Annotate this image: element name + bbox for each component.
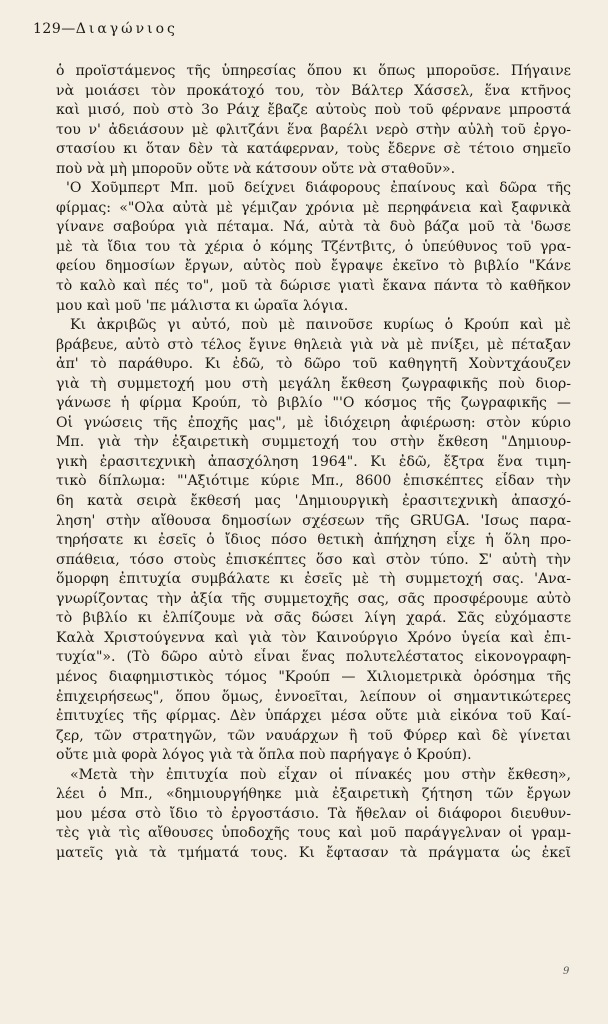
page-number: 129: [33, 21, 62, 37]
text-line: γικὴ ἐρασιτεχνικὴ ἀπασχόληση 1964". Κι ἐδῶ, ἔξτρα ἕνα τιμη-: [56, 453, 571, 470]
text-line: τηρήσατε κι ἐσεῖς ὁ ἴδιος πόσο θετικὴ ἀπήχηση εἶχε ἡ ὅλη προ-: [56, 532, 571, 549]
running-header: [33, 21, 178, 37]
text-line: τὸ βιβλίο κι ἐλπίζουμε νὰ σᾶς δώσει λίγη χαρά. Σᾶς εὐχόμαστε: [56, 610, 571, 627]
text-line: γιὰ τὴ συμμετοχή μου στὴ μεγάλη ἔκθεση ζωγραφικῆς ποὺ διορ-: [56, 375, 571, 392]
text-line: λέει ὁ Μπ., «δημιουργήθηκε μιὰ ἐξαιρετικὴ ζήτηση τῶν ἔργων: [56, 786, 571, 803]
text-line: Καλὰ Χριστούγεννα καὶ γιὰ τὸν Καινούργιο Χρόνο ὑγεία καὶ ἐπι-: [56, 629, 571, 646]
text-line: γίνανε σαβούρα γιὰ πέταμα. Νά, αὐτὰ τὰ δυὸ βάζα μοῦ τὰ 'δωσε: [56, 219, 571, 236]
text-line: στασίου κι ὅταν δὲν τὰ κατάφερναν, τοὺς ἔδερνε σὲ τέτοιο σημεῖο: [56, 141, 571, 158]
text-line: 'Ο Χοῦμπερτ Μπ. μοῦ δείχνει διάφορους ἐπαίνους καὶ δῶρα τῆς: [66, 180, 571, 197]
text-line: ὁ προϊστάμενος τῆς ὑπηρεσίας ὅπου κι ὅπως μποροῦσε. Πήγαινε: [56, 63, 571, 79]
signature-mark: 9: [563, 966, 570, 977]
text-line: βράβευε, αὐτὸ στὸ τέλος ἔγινε θηλειὰ γιὰ νὰ μὲ πνίξει, μὲ πέταξαν: [56, 336, 571, 353]
text-line: ματεῖς γιὰ τὰ τμήματά τους. Κι ἔφτασαν τὰ πράγματα ὡς ἐκεῖ: [56, 844, 571, 861]
text-line: ζερ, τῶν στρατηγῶν, τῶν ναυάρχων ἢ τοῦ Φύρερ καὶ δὲ γίνεται: [56, 727, 571, 744]
text-line: Κι ἀκριβῶς γι αὐτό, ποὺ μὲ παινοῦσε κυρίως ὁ Κρούπ καὶ μὲ: [70, 317, 571, 334]
text-line: «Μετὰ τὴν ἐπιτυχία ποὺ εἶχαν οἱ πίνακές μου στὴν ἔκθεση»,: [70, 766, 571, 783]
text-line: γάνωσε ἡ φίρμα Κρούπ, τὸ βιβλίο "'Ο κόσμος τῆς ζωγραφικῆς —: [56, 395, 571, 412]
text-line: ἀπ' τὸ παράθυρο. Κι ἐδῶ, τὸ δῶρο τοῦ καθηγητῆ Χοὺντχάουζεν: [56, 356, 571, 373]
text-line: Οἱ γνώσεις τῆς ἐποχῆς μας", μὲ ἰδιόχειρη ἀφιέρωση: στὸν κύριο: [56, 414, 571, 431]
text-line: μὲ τὰ ἴδια του τὰ χέρια ὁ κόμης Τζέντβιτς, ὁ ὑπεύθυνος τοῦ γρα-: [56, 238, 571, 255]
text-line: τὲς γιὰ τὶς αἴθουσες ὑποδοχῆς τους καὶ μοῦ παράγγελναν οἱ γραμ-: [56, 825, 571, 842]
text-line: ἐπιτυχίες τῆς φίρμας. Δὲν ὑπάρχει μέσα οὔτε μιὰ εἰκόνα τοῦ Καί-: [56, 708, 571, 725]
text-line: του ν' ἀδειάσουν μὲ φλιτζάνι ἕνα βαρέλι νερὸ στὴν αὐλὴ τοῦ ἐργο-: [56, 121, 571, 138]
text-line: ποὺ νὰ μὴ μποροῦν οὔτε νὰ κάτσουν οὔτε νὰ σταθοῦν».: [56, 160, 456, 177]
text-line: Μπ. γιὰ τὴν ἐξαιρετικὴ συμμετοχή του στὴν ἔκθεση "Δημιουρ-: [56, 434, 571, 451]
text-line: μου καὶ μοῦ 'πε μάλιστα κι ὡραῖα λόγια.: [56, 297, 349, 314]
text-line: οὔτε μιὰ φορὰ λόγος γιὰ τὰ ὅπλα ποὺ παρήγαγε ὁ Κρούπ).: [56, 747, 472, 764]
text-line: τικὸ δίπλωμα: "'Αξιότιμε κύριε Μπ., 8600 ἐπισκέπτες εἶδαν τὴν: [56, 473, 571, 490]
text-line: γνωρίζοντας τὴν ἀξία τῆς συμμετοχῆς σας, σᾶς προσφέρουμε αὐτὸ: [56, 590, 571, 607]
text-line: καὶ μισό, ποὺ στὸ 3ο Ράιχ ἔβαζε αὐτοὺς ποὺ τοῦ φέρνανε μπροστά: [56, 102, 571, 119]
text-line: τυχία"». (Τὸ δῶρο αὐτὸ εἶναι ἕνας πολυτελέστατος εἰκονογραφη-: [56, 649, 571, 666]
header-dash: —: [61, 21, 76, 37]
text-line: φείου δημοσίων ἔργων, αὐτὸς ποὺ ἔγραψε ἐκεῖνο τὸ βιβλίο "Κάνε: [56, 258, 571, 275]
text-line: ληση' στὴν αἴθουσα δημοσίων σχέσεων τῆς GRUGA. 'Ισως παρα-: [56, 512, 571, 529]
text-line: μου μέσα στὸ ἴδιο τὸ ἐργοστάσιο. Τὰ ἤθελαν οἱ διάφοροι διευθυν-: [56, 805, 571, 822]
text-line: ὅμορφη ἐπιτυχία συμβάλατε κι ἐσεῖς μὲ τὴ συμμετοχή σας. 'Ανα-: [56, 571, 571, 588]
text-line: σπάθεια, τόσο στοὺς ἐπισκέπτες ὅσο καὶ στὸν τύπο. Σ' αὐτὴ τὴν: [56, 551, 571, 568]
text-line: ἐπιχειρήσεως", ὅπου ὅμως, ἐννοεῖται, λείπουν οἱ σημαντικώτερες: [56, 688, 571, 705]
text-line: 6η κατὰ σειρὰ ἔκθεσή μας 'Δημιουργικὴ ἐρασιτεχνικὴ ἀπασχό-: [56, 493, 571, 510]
body-text: [56, 62, 571, 863]
section-title: Διαγώνιος: [75, 21, 178, 37]
text-line: τὸ καλὸ καὶ πές το", μοῦ τὰ δώρισε γιατὶ ἔκανα πάντα τὸ καθῆκον: [56, 278, 571, 295]
text-line: νὰ μοιάσει τὸν προκάτοχό του, τὸν Βάλτερ Χάσσελ, ἕνα κτῆνος: [56, 82, 571, 99]
text-line: φίρμας: «"Ολα αὐτὰ μὲ γέμιζαν χρόνια μὲ περηφάνεια καὶ ξαφνικὰ: [56, 199, 571, 216]
text-line: μένος διαφημιστικὸς τόμος "Κρούπ — Χιλιομετρικὰ ὀρόσημα τῆς: [56, 668, 571, 685]
